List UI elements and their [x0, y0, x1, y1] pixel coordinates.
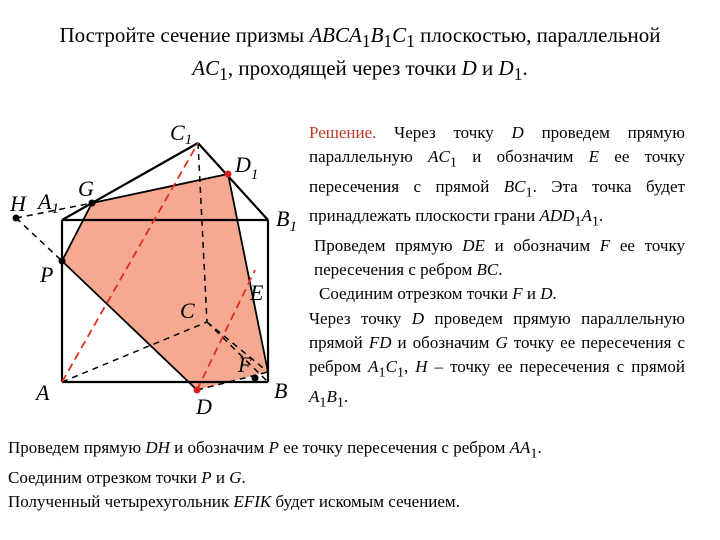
point-p — [59, 258, 66, 265]
label-d: D — [196, 394, 212, 419]
point-d1 — [225, 171, 232, 178]
label-e: E — [250, 280, 264, 305]
label-d1: $D_1$ — [235, 152, 259, 183]
solution-heading: Решение. — [309, 123, 377, 142]
solution-paragraph-2: Проведем прямую DE и обозначим F ее точку пересечения с ребром BC. — [314, 235, 685, 280]
prism-section-diagram — [0, 112, 305, 422]
solution-text — [309, 121, 685, 414]
title-line-1: Постройте сечение призмы $ABCA_1B_1C_1$ плоскостью, параллельной — [59, 23, 661, 52]
solution-conclusion — [8, 436, 714, 515]
label-b1: $B_1$ — [276, 206, 297, 235]
title-line-2: $AC_1$, проходящей через точки D и $D_1$. — [192, 56, 528, 85]
label-g: G — [78, 176, 94, 201]
solution-paragraph-1: Решение. Через точку D проведем прямую параллельную $AC_1$ и обозначим E ее точку пересечения с прямой $BC_1$. Эта точка будет принадлежать плоскости грани $ADD_1A_1$. — [309, 123, 685, 230]
task-title — [0, 22, 720, 88]
label-a: A — [36, 380, 50, 405]
solution-paragraph-4: Через точку D проведем прямую параллельную прямой FD и обозначим G точку ее пересечения с ребром $A_1C_1$, H – точку ее пересечения с прямой $A_1B_1$. — [309, 308, 685, 410]
label-a1: A1 — [38, 189, 59, 217]
conclusion-line-3: Полученный четырехугольник EFIK будет искомым сечением. — [8, 492, 460, 512]
label-b: B — [274, 378, 288, 403]
label-f: F — [238, 352, 252, 377]
conclusion-line-1: Проведем прямую DH и обозначим P ее точку пересечения с ребром $AA_1$. — [8, 438, 542, 462]
label-c: C — [180, 298, 195, 323]
point-f — [252, 375, 259, 382]
solution-paragraph-3: Соединим отрезком точки F и D. — [319, 284, 557, 304]
label-c1: C1 — [170, 120, 193, 148]
label-h: H — [10, 191, 26, 216]
label-p: P — [40, 262, 54, 287]
point-d — [194, 387, 201, 394]
conclusion-line-2: Соединим отрезком точки P и G. — [8, 467, 246, 487]
